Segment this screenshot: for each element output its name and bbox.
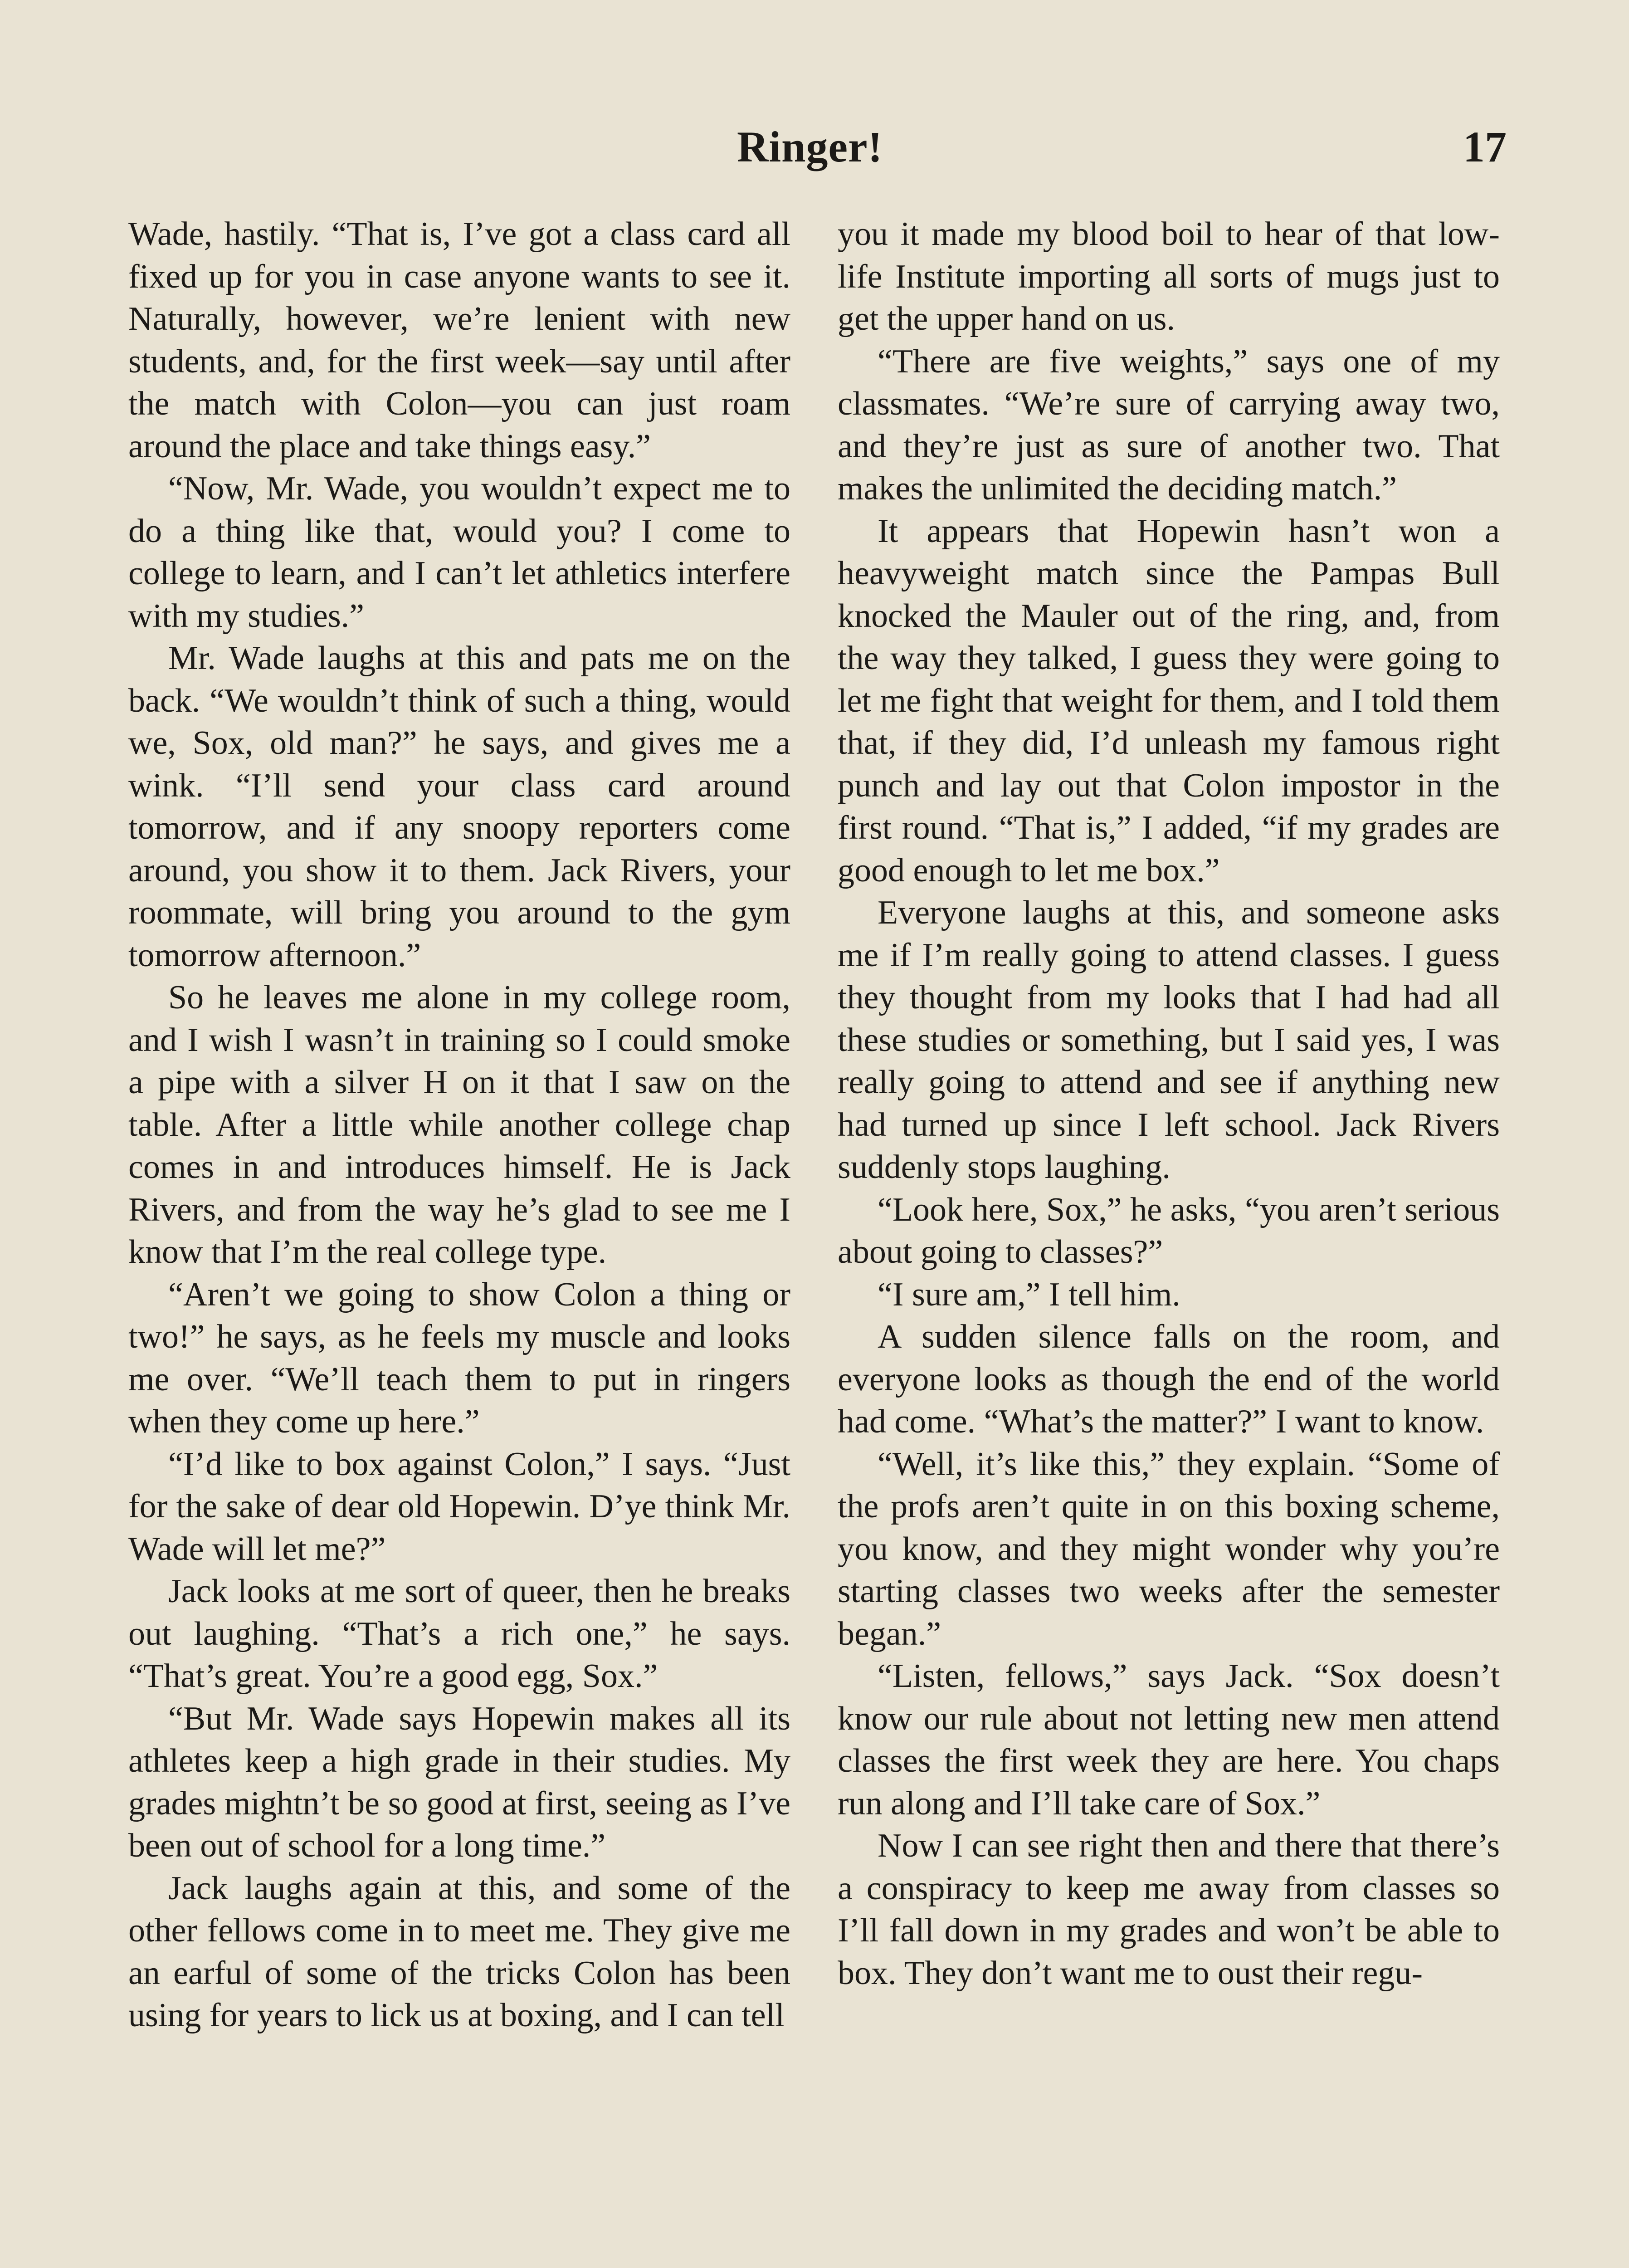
paragraph: Mr. Wade laughs at this and pats me on the back. “We wouldn’t think of such a thing, would we, Sox, old man?” he says, and gives me a wink. “I’ll send your class card around tomorrow, and if any snoopy reporters come around, you show it to them. Jack Rivers, your roommate, will bring you around to the gym tomorrow afternoon.” [128, 640, 790, 974]
paragraph: It appears that Hopewin hasn’t won a heavyweight match since the Pampas Bull knocked the Mauler out of the ring, and, from the way they talked, I guess they were going to let me fight that weight for them, and I told them that, if they did, I’d unleash my famous right punch and lay out that Colon impostor in the first round. “That is,” I added, “if my grades are good enough to let me box.” [838, 512, 1500, 889]
paragraph: “Aren’t we going to show Colon a thing or two!” he says, as he feels my muscle and looks me over. “We’ll teach them to put in ringers when they come up here.” [128, 1276, 790, 1440]
paragraph: A sudden silence falls on the room, and everyone looks as though the end of the world had come. “What’s the matter?” I want to know. [838, 1318, 1500, 1440]
paragraph: “I’d like to box against Colon,” I says. “Just for the sake of dear old Hopewin. D’ye think Mr. Wade will let me?” [128, 1445, 790, 1568]
paragraph: “But Mr. Wade says Hopewin makes all its athletes keep a high grade in their studies. My grades mightn’t be so good at first, seeing as I’ve been out of school for a long time.” [128, 1700, 790, 1864]
paragraph: Everyone laughs at this, and someone asks me if I’m really going to attend classes. I guess they thought from my looks that I had had all these studies or something, but I said yes, I was really going to attend and see if anything new had turned up since I left school. Jack Rivers suddenly stops laughing. [838, 894, 1500, 1186]
left-column [128, 213, 790, 2037]
paragraph: “Listen, fellows,” says Jack. “Sox doesn’t know our rule about not letting new men attend classes the first week they are here. You chaps run along and I’ll take care of Sox.” [838, 1657, 1500, 1822]
paragraph: “Well, it’s like this,” they explain. “Some of the profs aren’t quite in on this boxing scheme, you know, and they might wonder why you’re starting classes two weeks after the semester began.” [838, 1445, 1500, 1652]
paragraph: So he leaves me alone in my college room, and I wish I wasn’t in training so I could smoke a pipe with a silver H on it that I saw on the table. After a little while another college chap comes in and introduces himself. He is Jack Rivers, and from the way he’s glad to see me I know that I’m the real college type. [128, 979, 790, 1271]
paragraph: Wade, hastily. “That is, I’ve got a class card all fixed up for you in case anyone wants to see it. Naturally, however, we’re lenient with new students, and, for the first week—say until after the match with Colon—you can just roam around the place and take things easy.” [128, 215, 790, 465]
paragraph: “There are five weights,” says one of my classmates. “We’re sure of carrying away two, and they’re just as sure of another two. That makes the unlimited the deciding match.” [838, 342, 1500, 507]
paragraph: “Look here, Sox,” he asks, “you aren’t serious about going to classes?” [838, 1191, 1500, 1271]
paragraph: “I sure am,” I tell him. [878, 1276, 1180, 1313]
story-title: Ringer! [737, 122, 883, 171]
paragraph: “Now, Mr. Wade, you wouldn’t expect me to do a thing like that, would you? I come to college to learn, and I can’t let athletics interfere with my studies.” [128, 470, 790, 635]
running-head [0, 122, 1629, 185]
paragraph: Jack looks at me sort of queer, then he breaks out laughing. “That’s a rich one,” he says. “That’s great. You’re a good egg, Sox.” [128, 1573, 790, 1695]
right-column [838, 213, 1500, 1994]
page-number: 17 [1463, 122, 1507, 171]
paragraph: Jack laughs again at this, and some of the other fellows come in to meet me. They give me an earful of some of the tricks Colon has been using for years to lick us at boxing, and I can tell [128, 1869, 790, 2034]
paragraph: you it made my blood boil to hear of that low-life Institute importing all sorts of mugs just to get the upper hand on us. [838, 215, 1500, 337]
paragraph: Now I can see right then and there that there’s a conspiracy to keep me away from classes so I’ll fall down in my grades and won’t be able to box. They don’t want me to oust their regu- [838, 1827, 1500, 1992]
